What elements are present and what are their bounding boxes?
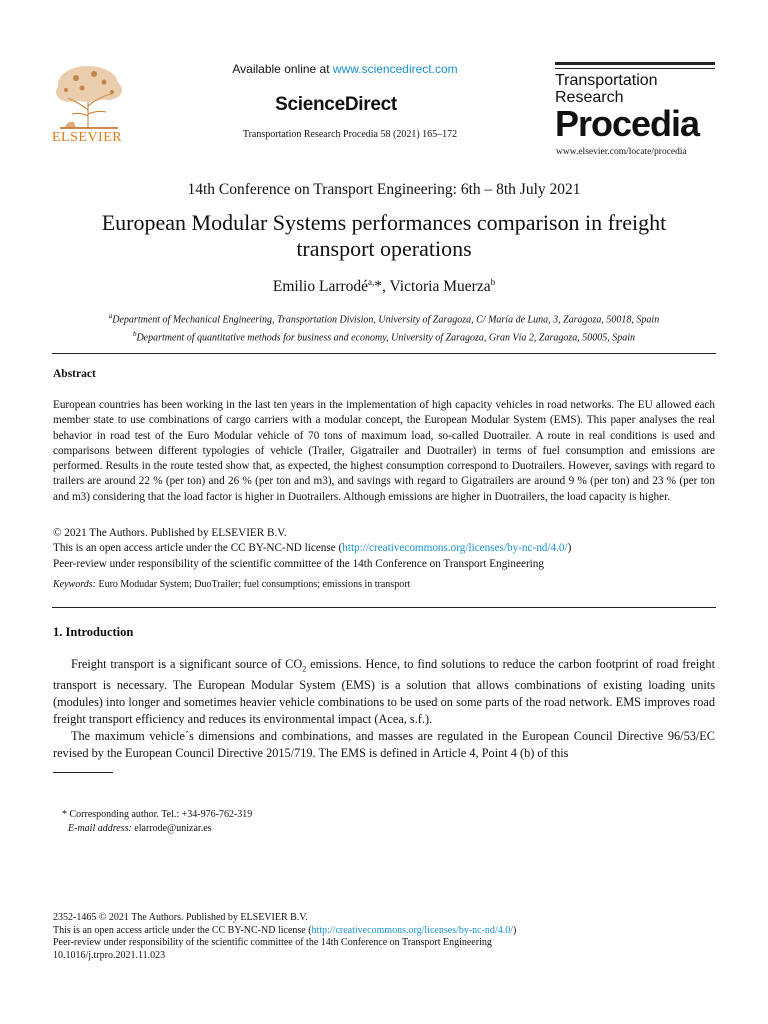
elsevier-wordmark: ELSEVIER [52, 130, 123, 145]
license-prefix: This is an open access article under the CC BY-NC-ND license ( [53, 542, 343, 555]
logo-bar [555, 62, 715, 65]
author-2: Victoria Muerza [389, 278, 491, 296]
affiliations [0, 309, 768, 346]
abstract-text: European countries has been working in the last ten years in the implementation of high capacity vehicles in road networks. The EU allowed each member state to use combinations of cargo carriers with a modular concept, the European Modular System (EMS). This paper analyses the real behavior in road test of the Euro Modular vehicle of 70 tons of maximum load, so-called Duotrailer. A route in real conditions is used and comparisons between different typologies of vehicle (Trailer, Gigatrailer and Duotrailer) in terms of fuel consumption and emissions are performed. Results in the route tested show that, as expected, the highest consumption correspond to Duotrailers. However, savings with regard to trailers are around 22 % (per ton) and 26 % (per ton and m3), and savings with regard to Gigatrailers are around 9 % (per ton) and 23 % (per ton and m3) considering that the load factor is higher in Duotrailers. Although emissions are higher in Duotrailers, the load capacity is higher. [53, 399, 715, 503]
author-1-sup: a, [368, 277, 375, 287]
doi-line[interactable]: 10.1016/j.trpro.2021.11.023 [53, 949, 166, 961]
conference-line: 14th Conference on Transport Engineering: 6th – 8th July 2021 [187, 181, 581, 198]
keywords-text: Euro Modudar System; DuoTrailer; fuel consumptions; emissions in transport [95, 579, 411, 590]
email-label: E-mail address: [68, 823, 132, 834]
bottom-license-line [53, 925, 715, 938]
intro-paragraph-1 [53, 656, 715, 728]
bottom-info [53, 912, 715, 962]
sciencedirect-link[interactable]: www.sciencedirect.com [332, 62, 458, 76]
footnote-corresponding: * Corresponding author. Tel.: +34-976-762-319 [62, 809, 253, 820]
intro-paragraph-2: The maximum vehicle´s dimensions and combinations, and masses are regulated in the European Council Directive 96/53/EC revised by the European Council Directive 2015/719. The EMS is defined in Article 4, Point 4 (b) of this [53, 729, 715, 761]
affiliation-b [0, 327, 768, 345]
journal-logo-line1: Transportation [555, 72, 658, 89]
divider-bottom [52, 607, 716, 608]
corresponding-star: * [374, 278, 383, 296]
copyright-line: © 2021 The Authors. Published by ELSEVIER B.V. [53, 527, 287, 539]
divider-top [52, 353, 716, 354]
footnote [62, 808, 252, 836]
intro-body [53, 656, 715, 762]
keywords-label: Keywords: [53, 579, 96, 590]
author-2-sup: b [490, 277, 496, 287]
affiliation-a [0, 309, 768, 327]
email-value[interactable]: elarrode@unizar.es [131, 823, 212, 834]
paper-title: European Modular Systems performances comparison in freight transport operations [101, 210, 667, 261]
footnote-email [62, 822, 252, 836]
journal-logo [555, 62, 715, 142]
affiliation-a-sup: a [108, 312, 113, 320]
sciencedirect-brand: ScienceDirect [275, 94, 397, 115]
available-prefix: Available online at [232, 62, 333, 76]
license-suffix: ) [567, 542, 572, 555]
bottom-license-prefix: This is an open access article under the CC BY-NC-ND license ( [53, 924, 312, 936]
journal-logo-line2: Research [555, 89, 624, 106]
keywords [53, 579, 715, 590]
intro-p1-b: emissions. Hence, to find solutions to reduce the carbon footprint of road freight transport is necessary. The European Modular System (EMS) is a solution that allows combinations of existing loading units (modules) into longer and sometimes heavier vehicle combinations to be used on some parts of the road network. EMS improves road freight transport efficiency and reduces its environmental impact (Acea, s.f.). [53, 657, 715, 727]
author-sep: , [382, 278, 390, 296]
affiliation-b-text: Department of quantitative methods for business and economy, University of Zaragoza, Gran Vía 2, Zaragoza, 50005, Spain [136, 332, 636, 344]
journal-citation: Transportation Research Procedia 58 (2021) 165–172 [242, 129, 458, 140]
journal-logo-procedia: Procedia [555, 103, 700, 144]
author-1: Emilio Larrodé [272, 278, 369, 296]
bottom-license-link[interactable]: http://creativecommons.org/licenses/by-nc-nd/4.0/ [311, 924, 513, 936]
bottom-peer-review: Peer-review under responsibility of the scientific committee of the 14th Conference on Transport Engineering [53, 937, 492, 948]
license-line [53, 541, 715, 556]
rights-block [53, 526, 715, 572]
section-heading: 1. Introduction [53, 625, 134, 639]
author-list [0, 277, 768, 296]
journal-url[interactable]: www.elsevier.com/locate/procedia [556, 147, 687, 157]
peer-review-line: Peer-review under responsibility of the scientific committee of the 14th Conference on Transport Engineering [53, 557, 544, 570]
abstract-heading: Abstract [53, 368, 96, 380]
intro-p1-sub: 2 [302, 664, 307, 674]
affiliation-b-sup: b [132, 330, 137, 339]
logo-bar-thin [555, 68, 715, 69]
issn-line: 2352-1465 © 2021 The Authors. Published by ELSEVIER B.V. [53, 912, 308, 923]
affiliation-a-text: Department of Mechanical Engineering, Transportation Division, University of Zaragoza, C/ María de Luna, 3, Zaragoza, 50018, Spain [112, 314, 660, 326]
license-link[interactable]: http://creativecommons.org/licenses/by-nc-nd/4.0/ [342, 542, 568, 555]
intro-p1-a: Freight transport is a significant source of CO [71, 657, 303, 671]
bottom-license-suffix: ) [512, 924, 517, 936]
footnote-rule [53, 772, 113, 773]
